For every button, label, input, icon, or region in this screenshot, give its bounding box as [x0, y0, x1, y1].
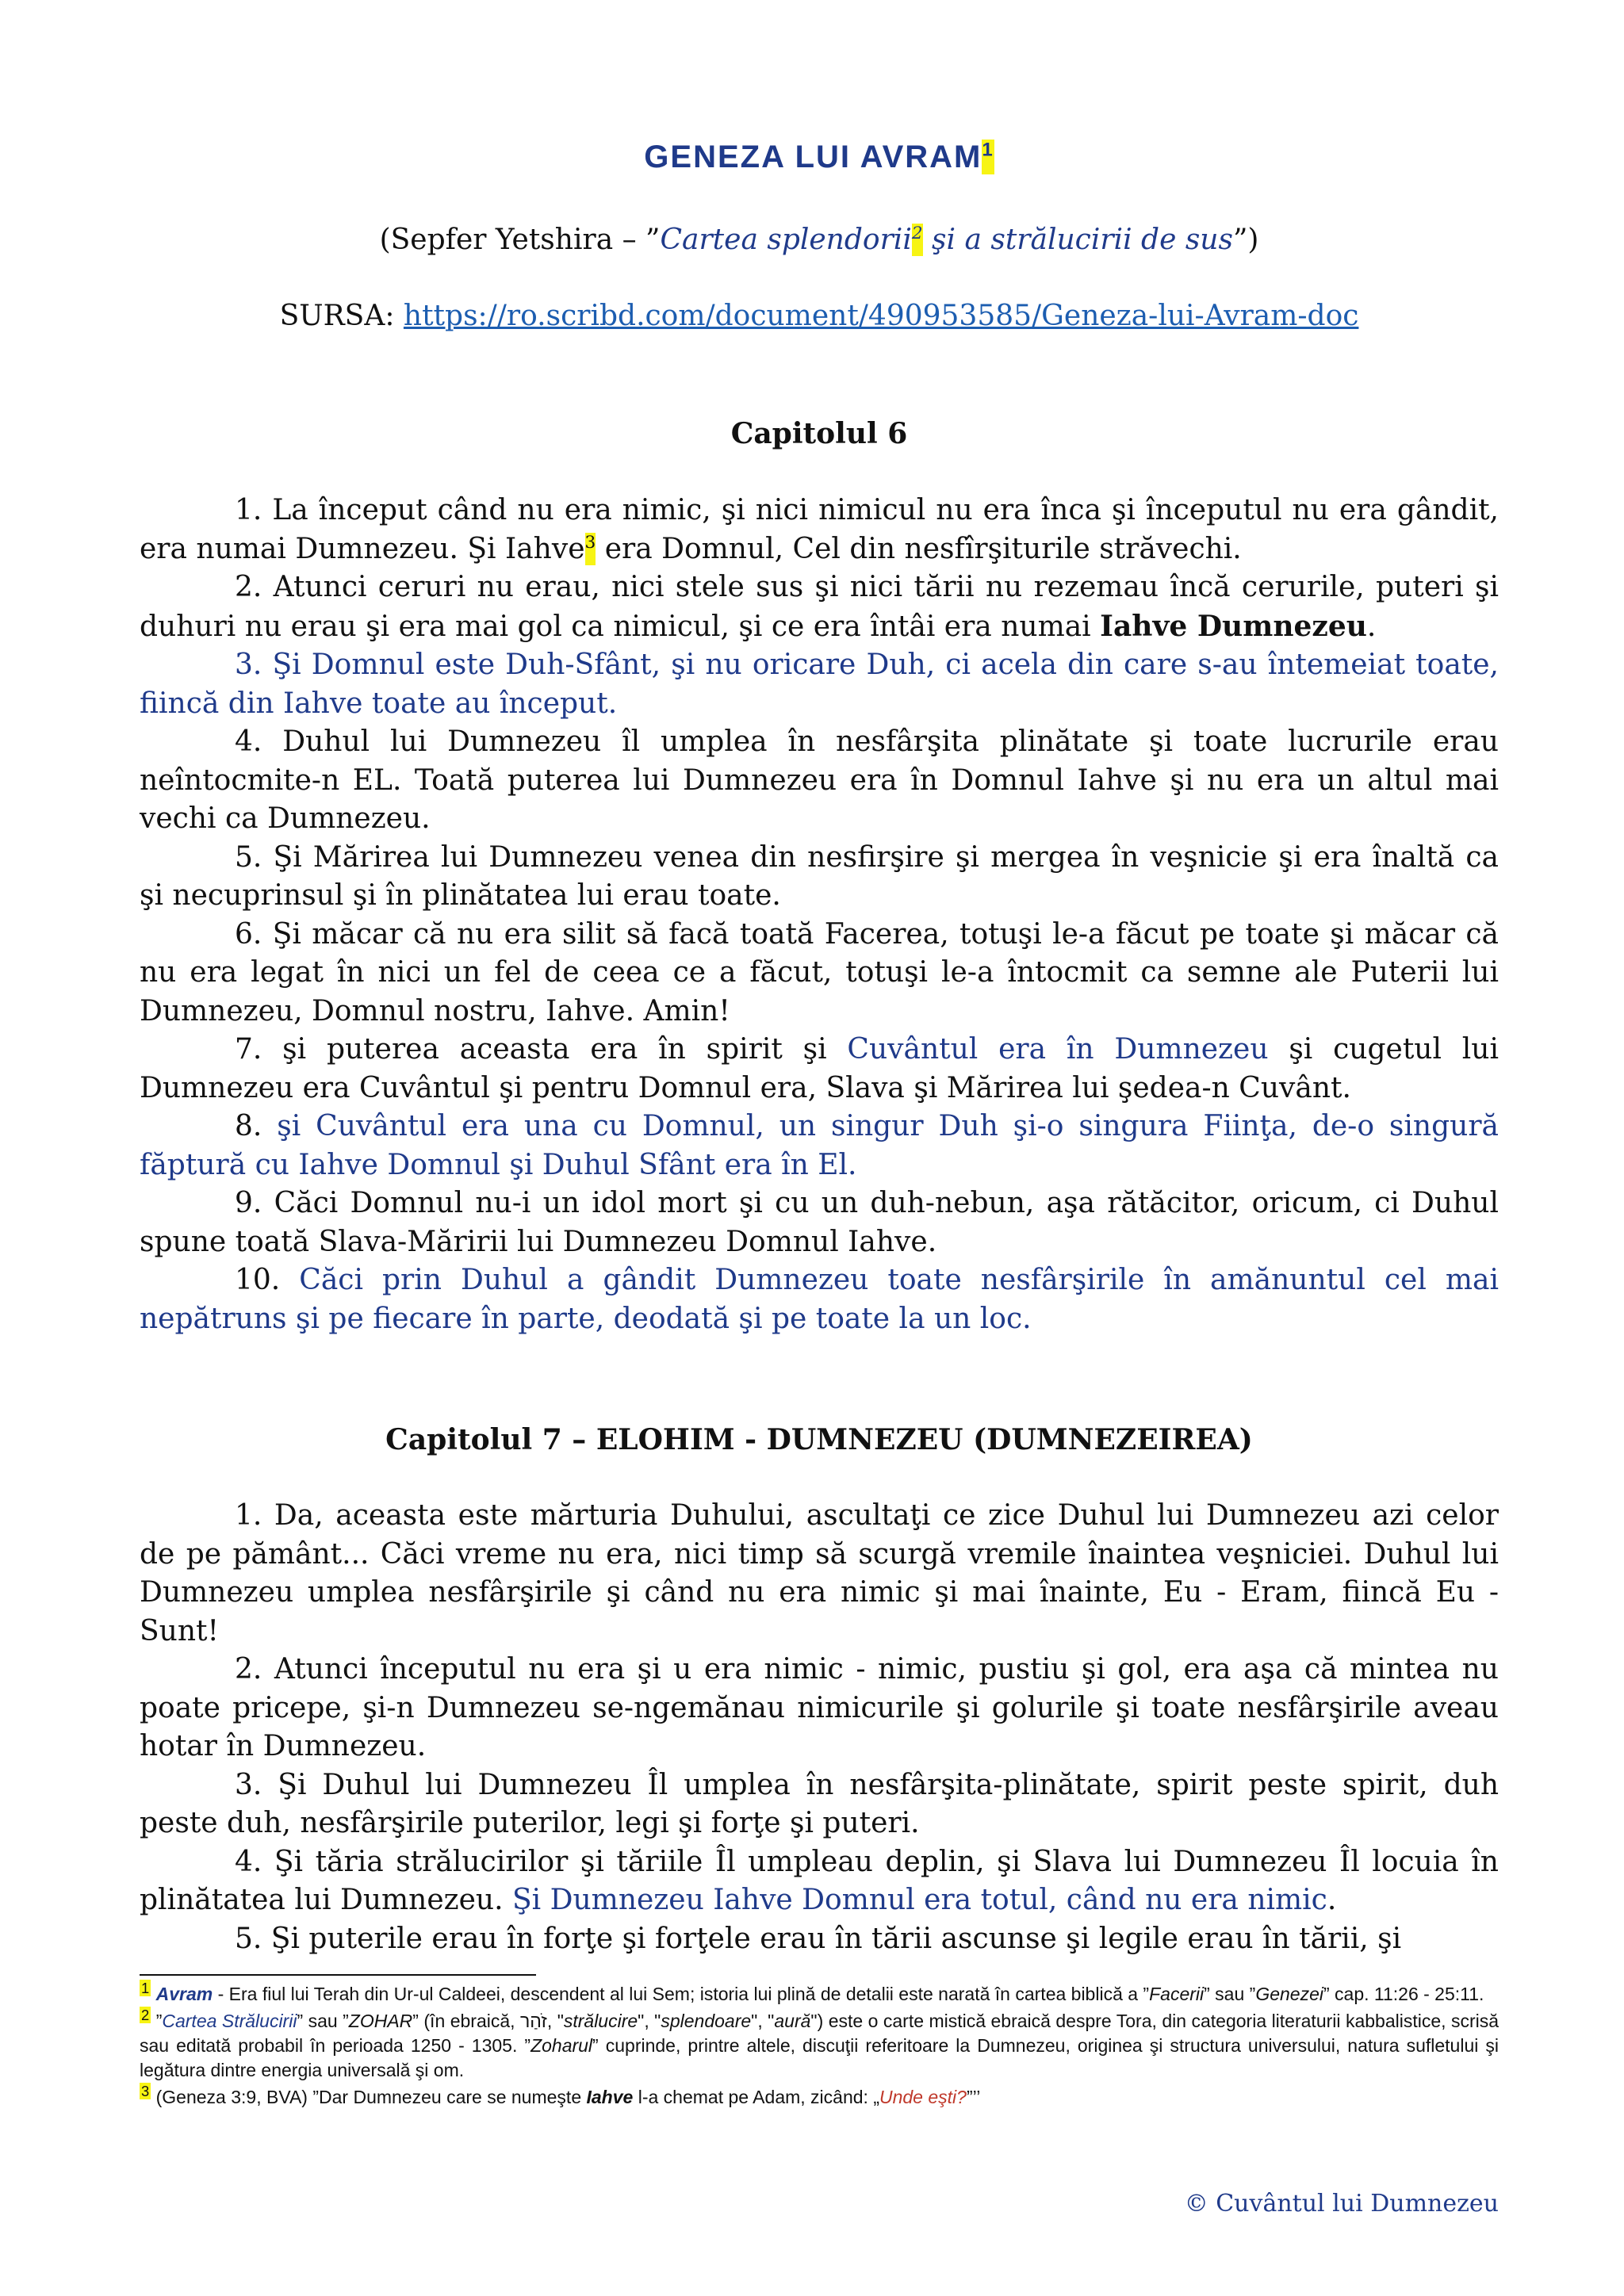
document-subtitle: (Sepfer Yetshira – ”Cartea splendorii$^2$ şi a strălucirii de sus”): [379, 224, 1259, 256]
verse-6-4: 4. Duhul lui Dumnezeu îl umplea în nesfârşita plinătate şi toate lucrurile erau neîntocmite-n EL. Toată puterea lui Dumnezeu era în Domnul Iahve şi nu era un altul mai vechi ca Dumnezeu.: [140, 725, 1499, 835]
source-line: [140, 300, 1499, 332]
verse-6-6: 6. Şi măcar că nu era silit să facă toată Facerea, totuşi le-a făcut pe toate şi măcar că nu era legat în nici un fel de ceea ce a făcut, totuşi le-a întocmit ca semne ale Puterii lui Dumnezeu, Domnul nostru, Iahve. Amin!: [140, 917, 1499, 1027]
chapter-6-body: [140, 492, 1499, 1338]
verse-6-1: 1. La început când nu era nimic, şi nici nimicul nu era înca şi începutul nu era gândit, era numai Dumnezeu. Şi Iahve$^3$ era Domnul, Cel din nesfîrşiturile străvechi.: [140, 494, 1499, 565]
footnote-3: $^3$ (Geneza 3:9, BVA) ”Dar Dumnezeu care se numeşte Iahve l-a chemat pe Adam, zicând: „Unde eşti?”’’: [141, 2083, 981, 2107]
verse-7-2: 2. Atunci începutul nu era şi u era nimic - nimic, pustiu şi gol, era aşa că mintea nu poate pricepe, şi-n Dumnezeu se-ngemănau nimicurile şi golurile şi toate nesfârşirile aveau hotar în Dumnezeu.: [140, 1653, 1499, 1762]
chapter-7-heading: Capitolul 7 – ELOHIM - DUMNEZEU (DUMNEZEIREA): [385, 1423, 1253, 1456]
verse-6-8: 8. şi Cuvântul era una cu Domnul, un singur Duh şi-o singura Fiinţa, de-o singură făptură cu Iahve Domnul şi Duhul Sfânt era în El.: [140, 1110, 1500, 1181]
verse-6-3: 3. Şi Domnul este Duh-Sfânt, şi nu oricare Duh, ci acela din care s-au întemeiat toate, fiincă din Iahve toate au început.: [140, 649, 1499, 720]
verse-7-4: 4. Şi tăria strălucirilor şi tăriile Îl umpleau deplin, şi Slava lui Dumnezeu Îl locuia în plinătatea lui Dumnezeu. Şi Dumnezeu Iahve Domnul era totul, când nu era nimic.: [140, 1845, 1499, 1916]
document-title: [140, 140, 1499, 175]
footnote-divider: [140, 1974, 536, 1976]
verse-6-5: 5. Şi Mărirea lui Dumnezeu venea din nesfirşire şi mergea în veşnicie şi era înaltă ca şi necuprinsul şi în plinătatea lui erau toate.: [140, 840, 1499, 912]
verse-6-2: 2. Atunci ceruri nu erau, nici stele sus şi nici tării nu rezemau încă cerurile, puteri şi duhuri nu erau şi era mai gol ca nimicul, şi ce era întâi era numai Iahve Dumnezeu.: [140, 571, 1499, 643]
source-label: SURSA:: [279, 300, 404, 332]
verse-6-7: 7. şi puterea aceasta era în spirit şi Cuvântul era în Dumnezeu şi cugetul lui Dumnezeu era Cuvântul şi pentru Domnul era, Slava şi Mărirea lui şedea-n Cuvânt.: [140, 1033, 1500, 1104]
footnote-2: $^2$ ”Cartea Strălucirii” sau ”ZOHAR” (în ebraică, זֹהַר, "strălucire", "splendoare", "aură") este o carte mistică ebraică despre Tora, din categoria literaturii kabbalistice, scrisă sau editată probabil în perioada 1250 - 1305. ”Zoharul” cuprinde, printre altele, discuţii referitoare la Dumnezeu, originea şi structura universului, natura sufletului şi legătura dintre energia universală şi om.: [140, 2007, 1500, 2080]
source-link[interactable]: https://ro.scribd.com/document/490953585/Geneza-lui-Avram-doc: [403, 300, 1359, 332]
chapter-7-body: [140, 1497, 1499, 1958]
verse-7-1: 1. Da, aceasta este mărturia Duhului, ascultaţi ce zice Duhul lui Dumnezeu azi celor de pe pământ... Căci vreme nu era, nici timp să scurgă vremile înaintea veşniciei. Duhul lui Dumnezeu umplea nesfârşirile şi când nu era nimic şi mai înainte, Eu - Eram, fiincă Eu - Sunt!: [140, 1499, 1499, 1647]
title-text: GENEZA LUI AVRAM: [644, 140, 982, 174]
verse-6-10: 10. Căci prin Duhul a gândit Dumnezeu toate nesfârşirile în amănuntul cel mai nepătruns şi pe fiecare în parte, deodată şi pe toate la un loc.: [140, 1264, 1499, 1335]
verse-6-9: 9. Căci Domnul nu-i un idol mort şi cu un duh-nebun, aşa rătăcitor, oricum, ci Duhul spune toată Slava-Măririi lui Dumnezeu Domnul Iahve.: [140, 1187, 1499, 1258]
verse-7-5: 5. Şi puterile erau în forţe şi forţele erau în tării ascunse şi legile erau în tării, şi: [235, 1922, 1402, 1955]
footnote-1: $^1$ Avram - Era fiul lui Terah din Ur-ul Caldeei, descendent al lui Sem; istoria lui plină de detalii este narată în cartea biblică a ”Facerii” sau ”Genezei” cap. 11:26 - 25:11.: [141, 1980, 1484, 2004]
footnote-ref-2[interactable]: 2: [911, 224, 923, 243]
footnotes: [140, 1982, 1499, 2112]
verse-7-3: 3. Şi Duhul lui Dumnezeu Îl umplea în nesfârşita-plinătate, spirit peste spirit, duh peste duh, nesfârşirile puterilor, legi şi forţe şi puteri.: [140, 1768, 1499, 1839]
footnote-ref-1[interactable]: 1: [982, 139, 994, 161]
copyright-notice: © Cuvântul lui Dumnezeu: [1184, 2190, 1499, 2218]
footnote-ref-3[interactable]: 3: [584, 532, 596, 553]
chapter-6-heading: Capitolul 6: [730, 417, 908, 450]
